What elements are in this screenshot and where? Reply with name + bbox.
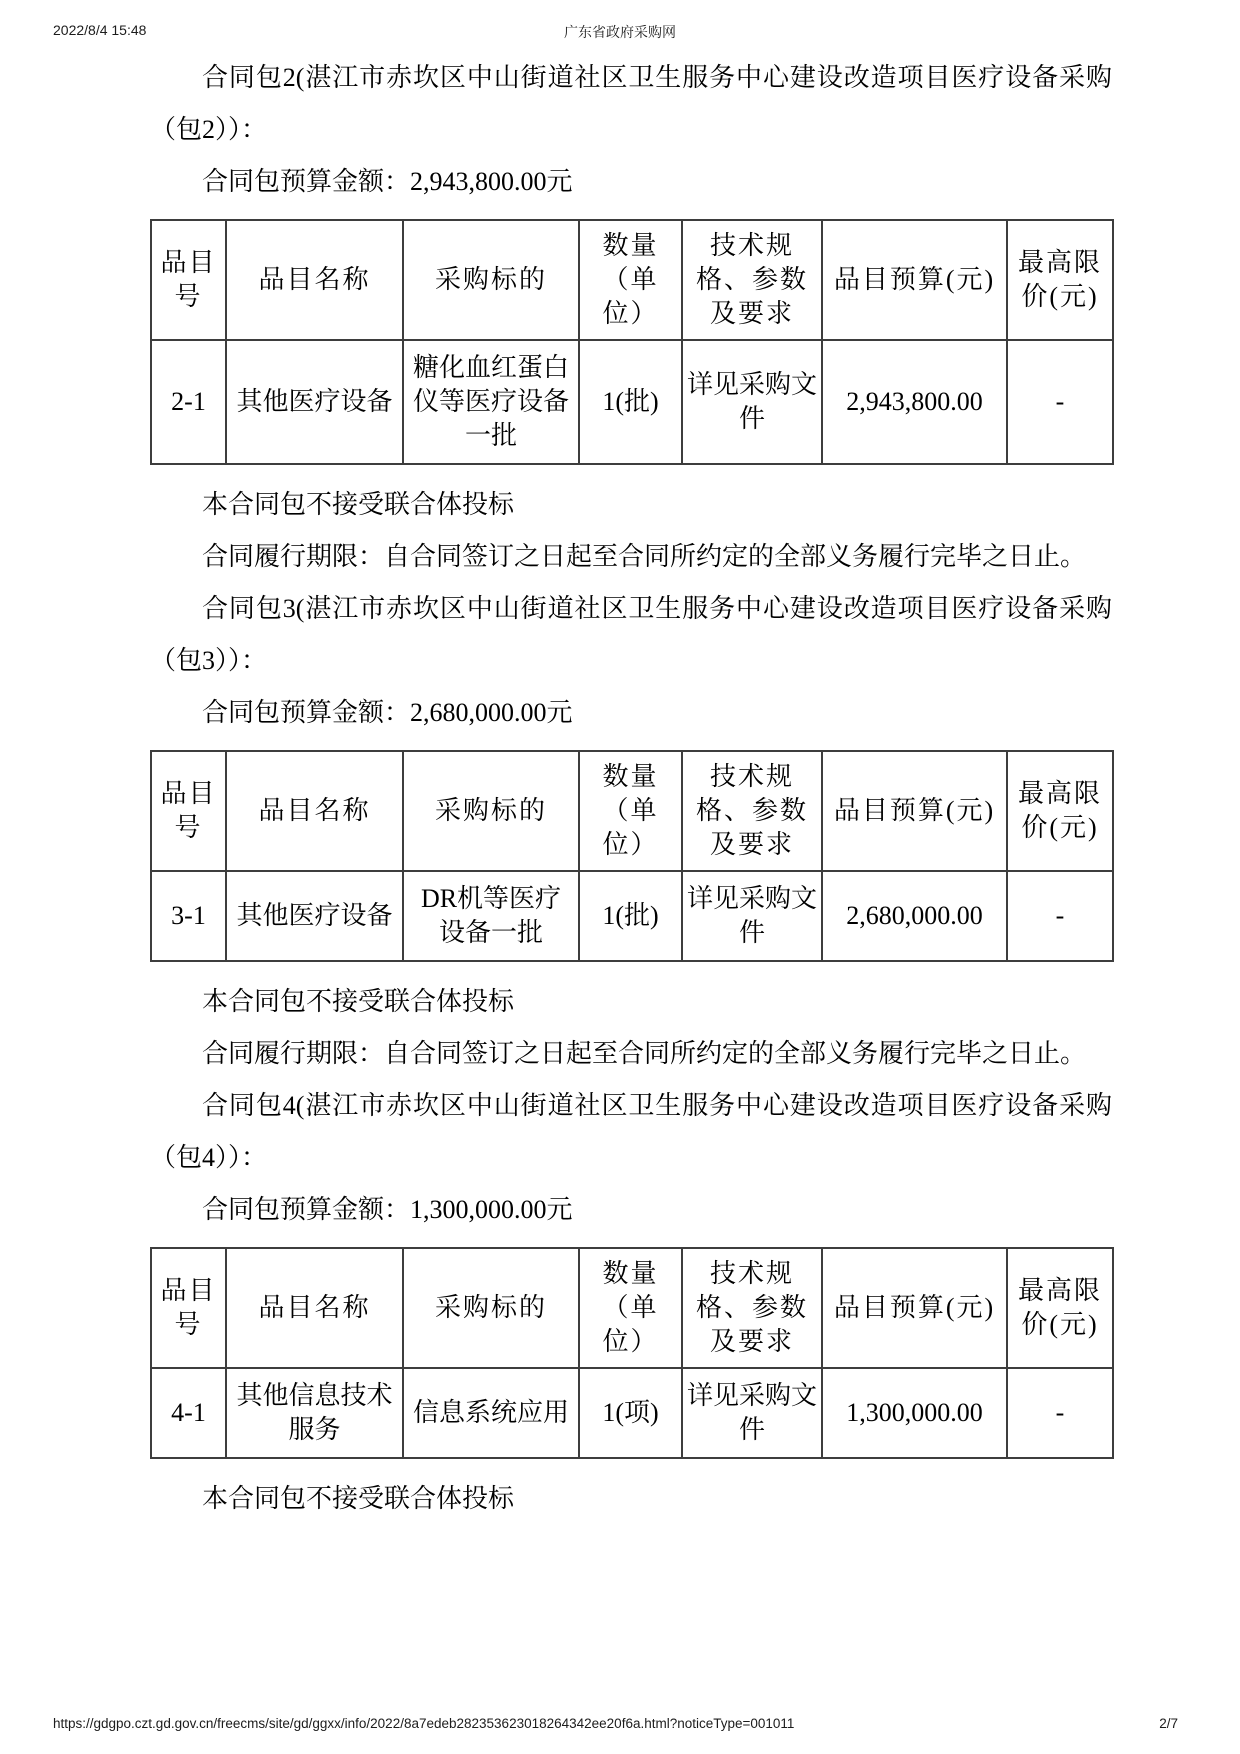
item-budget-cell: 1,300,000.00 <box>822 1368 1007 1458</box>
col-header-item-budget: 品目预算(元) <box>822 220 1007 340</box>
quantity-cell: 1(项) <box>579 1368 682 1458</box>
table-header-row <box>151 751 1113 871</box>
item-no-cell: 4-1 <box>151 1368 226 1458</box>
package-section-3 <box>150 583 1112 1080</box>
col-header-item-budget: 品目预算(元) <box>822 751 1007 871</box>
print-footer <box>53 1716 1178 1736</box>
item-row <box>151 1368 1113 1458</box>
package-budget: 合同包预算金额：2,943,800.00元 <box>202 167 573 196</box>
note-no-consortium: 本合同包不接受联合体投标 <box>202 987 515 1016</box>
package-section-2 <box>150 52 1112 583</box>
col-header-item-no: 品目号 <box>151 220 226 340</box>
procurement-subject-cell: DR机等医疗设备一批 <box>403 871 579 961</box>
col-header-tech-specs: 技术规格、参数及要求 <box>682 751 822 871</box>
col-header-item-name: 品目名称 <box>226 751 403 871</box>
col-header-quantity-unit: 数量（单位） <box>579 220 682 340</box>
item-row <box>151 340 1113 464</box>
col-header-tech-specs: 技术规格、参数及要求 <box>682 220 822 340</box>
item-name-cell: 其他医疗设备 <box>226 871 403 961</box>
package-title: 合同包3(湛江市赤坎区中山街道社区卫生服务中心建设改造项目医疗设备采购（包3））： <box>150 594 1112 675</box>
col-header-item-name: 品目名称 <box>226 1248 403 1368</box>
max-price-cell: - <box>1007 1368 1113 1458</box>
item-budget-cell: 2,680,000.00 <box>822 871 1007 961</box>
col-header-item-no: 品目号 <box>151 751 226 871</box>
source-url: https://gdgpo.czt.gd.gov.cn/freecms/site/gd/ggxx/info/2022/8a7edeb282353623018264342ee20f6a.html?noticeType=001011 <box>53 1716 795 1731</box>
item-budget-cell: 2,943,800.00 <box>822 340 1007 464</box>
note-no-consortium: 本合同包不接受联合体投标 <box>202 1484 515 1513</box>
col-header-quantity-unit: 数量（单位） <box>579 1248 682 1368</box>
tech-specs-cell: 详见采购文件 <box>682 1368 822 1458</box>
col-header-max-price: 最高限价(元) <box>1007 751 1113 871</box>
col-header-procurement-subject: 采购标的 <box>403 220 579 340</box>
items-table <box>150 1247 1114 1459</box>
package-budget: 合同包预算金额：1,300,000.00元 <box>202 1195 573 1224</box>
table-header-row <box>151 220 1113 340</box>
col-header-procurement-subject: 采购标的 <box>403 1248 579 1368</box>
table-header-row <box>151 1248 1113 1368</box>
col-header-tech-specs: 技术规格、参数及要求 <box>682 1248 822 1368</box>
package-title: 合同包4(湛江市赤坎区中山街道社区卫生服务中心建设改造项目医疗设备采购（包4））： <box>150 1091 1112 1172</box>
procurement-subject-cell: 糖化血红蛋白仪等医疗设备一批 <box>403 340 579 464</box>
col-header-quantity-unit: 数量（单位） <box>579 751 682 871</box>
item-no-cell: 3-1 <box>151 871 226 961</box>
package-section-4 <box>150 1080 1112 1525</box>
item-row <box>151 871 1113 961</box>
col-header-procurement-subject: 采购标的 <box>403 751 579 871</box>
document-content <box>150 52 1112 1525</box>
item-name-cell: 其他医疗设备 <box>226 340 403 464</box>
package-title: 合同包2(湛江市赤坎区中山街道社区卫生服务中心建设改造项目医疗设备采购（包2））： <box>150 63 1112 144</box>
tech-specs-cell: 详见采购文件 <box>682 871 822 961</box>
items-table <box>150 750 1114 962</box>
print-timestamp: 2022/8/4 15:48 <box>53 22 147 38</box>
quantity-cell: 1(批) <box>579 871 682 961</box>
note-no-consortium: 本合同包不接受联合体投标 <box>202 490 515 519</box>
tech-specs-cell: 详见采购文件 <box>682 340 822 464</box>
items-table <box>150 219 1114 465</box>
col-header-max-price: 最高限价(元) <box>1007 1248 1113 1368</box>
item-name-cell: 其他信息技术服务 <box>226 1368 403 1458</box>
package-budget: 合同包预算金额：2,680,000.00元 <box>202 698 573 727</box>
item-no-cell: 2-1 <box>151 340 226 464</box>
col-header-item-no: 品目号 <box>151 1248 226 1368</box>
procurement-subject-cell: 信息系统应用 <box>403 1368 579 1458</box>
site-title: 广东省政府采购网 <box>564 24 676 40</box>
print-header <box>53 22 1187 42</box>
max-price-cell: - <box>1007 340 1113 464</box>
quantity-cell: 1(批) <box>579 340 682 464</box>
col-header-item-name: 品目名称 <box>226 220 403 340</box>
note-performance-period: 合同履行期限：自合同签订之日起至合同所约定的全部义务履行完毕之日止。 <box>202 542 1087 571</box>
max-price-cell: - <box>1007 871 1113 961</box>
col-header-max-price: 最高限价(元) <box>1007 220 1113 340</box>
note-performance-period: 合同履行期限：自合同签订之日起至合同所约定的全部义务履行完毕之日止。 <box>202 1039 1087 1068</box>
col-header-item-budget: 品目预算(元) <box>822 1248 1007 1368</box>
page-number: 2/7 <box>1159 1716 1178 1731</box>
